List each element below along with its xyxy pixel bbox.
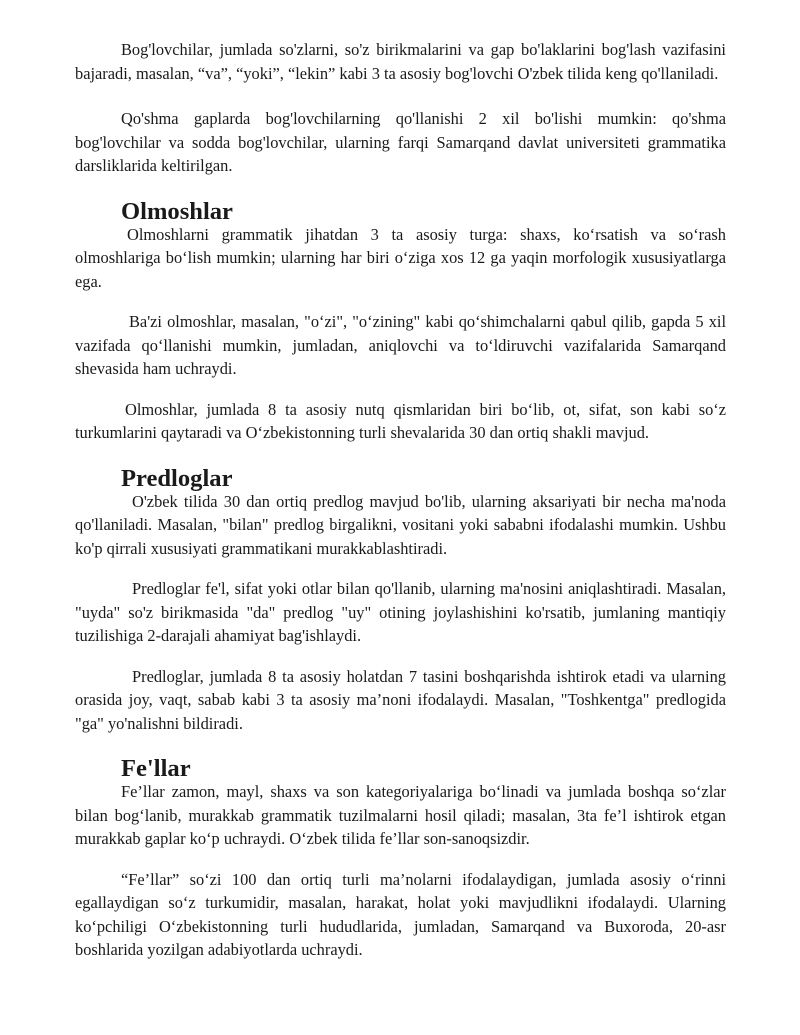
heading-olmoshlar: Olmoshlar bbox=[121, 197, 233, 225]
paragraph-predloglar-holatlar: Predloglar, jumlada 8 ta asosiy holatdan 7 tasini boshqarishda ishtirok etadi va ularning orasida joy, vaqt, sabab kabi 3 ta asosiy ma’noni ifodalaydi. Masalan, "Toshkentga" predlogida "ga" yo'nalishni bildiradi. bbox=[75, 666, 726, 733]
paragraph-predloglar-qollanishi: Predloglar fe'l, sifat yoki otlar bilan qo'llanib, ularning ma'nosini aniqlashtiradi. Masalan, "uyda" so'z birikmasida "da" predlog "uy" otining joylashishini ko'rsatib, jumlaning mantiqiy tuzilishiga 2-darajali ahamiyat bag'ishlaydi. bbox=[75, 579, 726, 645]
paragraph-olmoshlar-nutq: Olmoshlar, jumlada 8 ta asosiy nutq qismlaridan biri bo‘lib, ot, sifat, son kabi so‘z turkumlarini qaytaradi va O‘zbekistonning turli shevalarida 30 dan ortiq shakli mavjud. bbox=[75, 399, 726, 442]
paragraph-qoshma-gaplar: Qo'shma gaplarda bog'lovchilarning qo'llanishi 2 xil bo'lishi mumkin: qo'shma bog'lovchilar va sodda bog'lovchilar, ularning farqi Samarqand davlat universiteti grammatika darsliklarida keltirilgan. bbox=[75, 109, 726, 175]
paragraph-predloglar-soni: O'zbek tilida 30 dan ortiq predlog mavjud bo'lib, ularning aksariyati bir necha ma'noda qo'llaniladi. Masalan, "bilan" predlog birgalikni, vositani yoki sababni ifodalashi mumkin. Ushbu ko'p qirrali xususiyati grammatikani murakkablashtiradi. bbox=[75, 491, 726, 558]
paragraph-boglovchilar-intro: Bog'lovchilar, jumlada so'zlarni, so'z birikmalarini va gap bo'laklarini bog'lash vazifasini bajaradi, masalan, “va”, “yoki”, “lekin” kabi 3 ta asosiy bog'lovchi O'zbek tilida keng qo'llaniladi. bbox=[75, 40, 726, 83]
paragraph-fellar-kategoriyalar: Fe’llar zamon, mayl, shaxs va son kategoriyalariga bo‘linadi va jumlada boshqa so‘zlar bilan bog‘lanib, murakkab grammatik tuzilmalarni hosil qiladi; masalan, 3ta fe’l ishtirok etgan murakkab gaplar ko‘p uchraydi. O‘zbek tilida fe’llar son-sanoqsizdir. bbox=[75, 782, 726, 848]
heading-predloglar: Predloglar bbox=[121, 464, 233, 492]
paragraph-olmoshlar-qoshimcha: Ba'zi olmoshlar, masalan, "o‘zi", "o‘zining" kabi qo‘shimchalarni qabul qilib, gapda 5 xil vazifada qo‘llanishi mumkin, jumladan, aniqlovchi va to‘ldiruvchi vazifalarida Samarqand shevasida ham uchraydi. bbox=[75, 312, 726, 378]
document-page bbox=[75, 38, 726, 962]
paragraph-olmoshlar-turlari: Olmoshlarni grammatik jihatdan 3 ta asosiy turga: shaxs, ko‘rsatish va so‘rash olmoshlariga bo‘lish mumkin; ularning har biri o‘ziga xos 12 ga yaqin morfologik xususiyatlarga ega. bbox=[75, 224, 726, 291]
paragraph-fellar-manolar: “Fe’llar” so‘zi 100 dan ortiq turli ma’nolarni ifodalaydigan, jumlada asosiy o‘rinni egallaydigan so‘z turkumidir, masalan, harakat, holat yoki mavjudlikni ifodalaydi. Ularning ko‘pchiligi O‘zbekistonning turli hududlarida, jumladan, Samarqand va Buxoroda, 20-asr boshlarida yozilgan adabiyotlarda uchraydi. bbox=[75, 869, 726, 959]
heading-fellar: Fe'llar bbox=[121, 755, 191, 782]
